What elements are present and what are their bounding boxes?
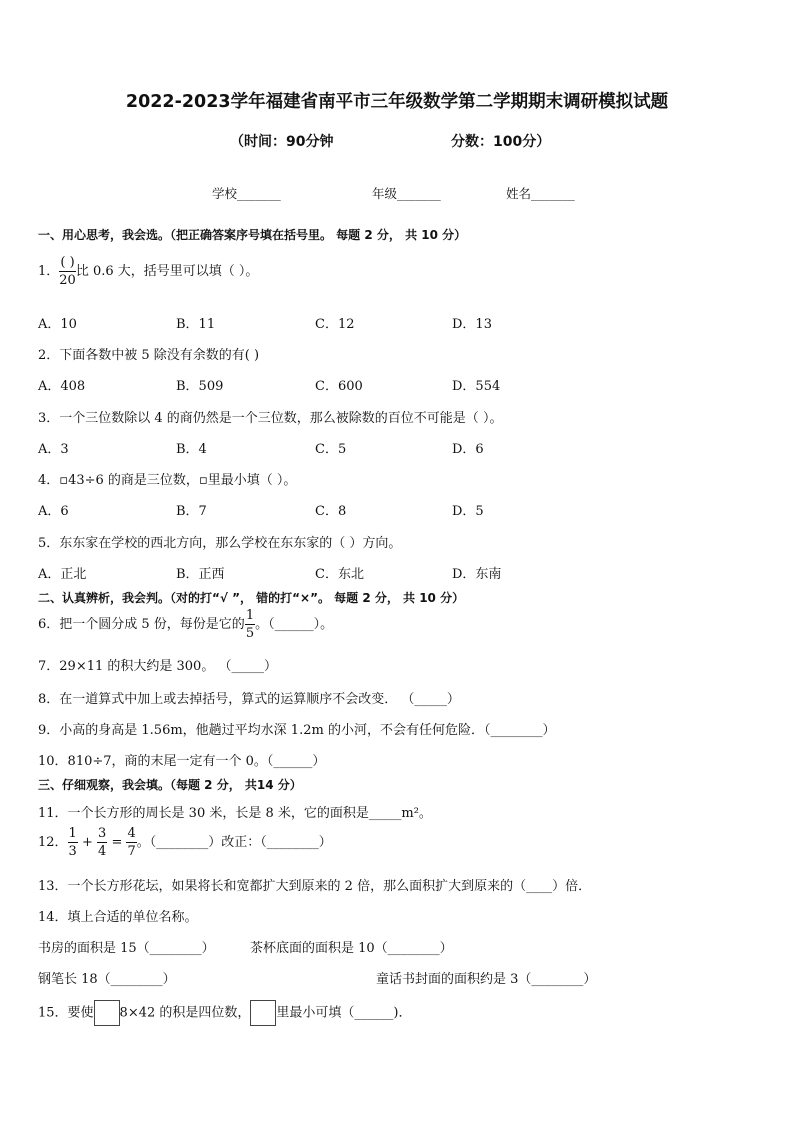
blank-box <box>250 1000 276 1026</box>
question-15 <box>38 1000 411 1026</box>
fraction <box>245 609 255 640</box>
question-7: 7．29×11 的积大约是 300。 （_____） <box>38 659 277 674</box>
school-field: 学校_______ <box>212 186 281 201</box>
question-6-answer: 。（______）。 <box>255 617 334 632</box>
question-5: 5．东东家在学校的西北方向，那么学校在东东家的（ ）方向。 <box>38 536 402 551</box>
question-8: 8．在一道算式中加上或去掉括号，算式的运算顺序不会改变． （_____） <box>38 692 460 707</box>
plus-sign: + <box>81 835 93 850</box>
option-c: C．5 <box>315 442 347 457</box>
option-b: B．11 <box>176 317 216 332</box>
question-6-text: 6．把一个圆分成 5 份，每份是它的 <box>38 617 245 632</box>
question-12-number: 12． <box>38 835 68 850</box>
question-14-c: 钢笔长 18（________） <box>38 972 176 987</box>
question-14-a: 书房的面积是 15（________） <box>38 941 215 956</box>
fraction-denominator: 4 <box>98 844 107 859</box>
section-1-heading: 一、用心思考，我会选。（把正确答案序号填在括号里。 每题 2 分， 共 10 分） <box>38 228 467 242</box>
exam-score: 分数：100分） <box>451 134 551 150</box>
question-14-b: 茶杯底面的面积是 10（________） <box>250 941 453 956</box>
option-d: D．东南 <box>452 567 502 582</box>
option-c: C．东北 <box>315 567 364 582</box>
fraction-numerator: 3 <box>98 826 107 841</box>
option-b: B．正西 <box>176 567 225 582</box>
option-b: B．4 <box>176 442 207 457</box>
fraction-denominator: 7 <box>127 844 136 859</box>
fraction-denominator: 3 <box>68 844 77 859</box>
question-9: 9．小高的身高是 1.56m，他趟过平均水深 1.2m 的小河，不会有任何危险．（________） <box>38 723 556 738</box>
page-title: 2022-2023学年福建省南平市三年级数学第二学期期末调研模拟试题 <box>125 92 669 112</box>
question-15-text: 15．要使 <box>38 1005 94 1021</box>
question-12-answer: 。（________）改正：（________） <box>136 835 332 850</box>
option-d: D．5 <box>452 504 484 519</box>
option-c: C．600 <box>315 379 363 394</box>
question-1-text: 比 0.6 大，括号里可以填（ ）。 <box>75 264 259 279</box>
question-3: 3．一个三位数除以 4 的商仍然是一个三位数，那么被除数的百位不可能是（ ）。 <box>38 411 503 426</box>
fraction-numerator: ( ) <box>60 255 75 270</box>
question-15-answer: 里最小可填（______)． <box>276 1005 412 1021</box>
question-12 <box>38 827 332 858</box>
fraction-denominator: 20 <box>59 273 76 288</box>
option-d: D．554 <box>452 379 501 394</box>
question-11: 11．一个长方形的周长是 30 米，长是 8 米，它的面积是_____m²。 <box>38 806 432 821</box>
blank-box <box>94 1000 120 1026</box>
fraction-numerator: 1 <box>68 826 77 841</box>
name-field: 姓名_______ <box>506 186 575 201</box>
equals-sign: = <box>111 835 123 850</box>
fraction-numerator: 1 <box>245 608 255 623</box>
question-2: 2．下面各数中被 5 除没有余数的有( ) <box>38 348 260 363</box>
option-d: D．6 <box>452 442 484 457</box>
option-a: A．408 <box>38 379 86 394</box>
option-a: A．正北 <box>38 567 87 582</box>
option-b: B．509 <box>176 379 224 394</box>
question-14-d: 童话书封面的面积约是 3（________） <box>376 972 597 987</box>
question-1 <box>38 256 258 287</box>
section-3-heading: 三、仔细观察，我会填。（每题 2 分， 共14 分） <box>38 778 302 792</box>
fraction <box>68 827 78 858</box>
question-4: 4．▫43÷6 的商是三位数，▫里最小填（ ）。 <box>38 473 297 488</box>
exam-time: （时间：90分钟 <box>230 134 334 150</box>
option-b: B．7 <box>176 504 207 519</box>
question-15-mid: 8×42 的积是四位数， <box>119 1005 251 1021</box>
option-c: C．12 <box>315 317 355 332</box>
option-c: C．8 <box>315 504 347 519</box>
option-a: A．10 <box>38 317 77 332</box>
question-1-number: 1． <box>38 264 60 279</box>
option-a: A．6 <box>38 504 69 519</box>
question-13: 13．一个长方形花坛，如果将长和宽都扩大到原来的 2 倍，那么面积扩大到原来的（____）倍． <box>38 879 592 894</box>
section-2-heading: 二、认真辨析，我会判。（对的打“√ ”， 错的打“×”。 每题 2 分， 共 10 分） <box>38 591 465 605</box>
question-14: 14．填上合适的单位名称。 <box>38 910 198 925</box>
fraction <box>126 827 136 858</box>
option-a: A．3 <box>38 442 69 457</box>
question-10: 10．810÷7，商的末尾一定有一个 0。（______） <box>38 754 326 769</box>
fraction <box>59 256 76 287</box>
question-6 <box>38 609 333 640</box>
fraction-numerator: 4 <box>127 826 136 841</box>
option-d: D．13 <box>452 317 492 332</box>
fraction <box>97 827 107 858</box>
grade-field: 年级_______ <box>372 186 441 201</box>
fraction-denominator: 5 <box>245 626 255 641</box>
